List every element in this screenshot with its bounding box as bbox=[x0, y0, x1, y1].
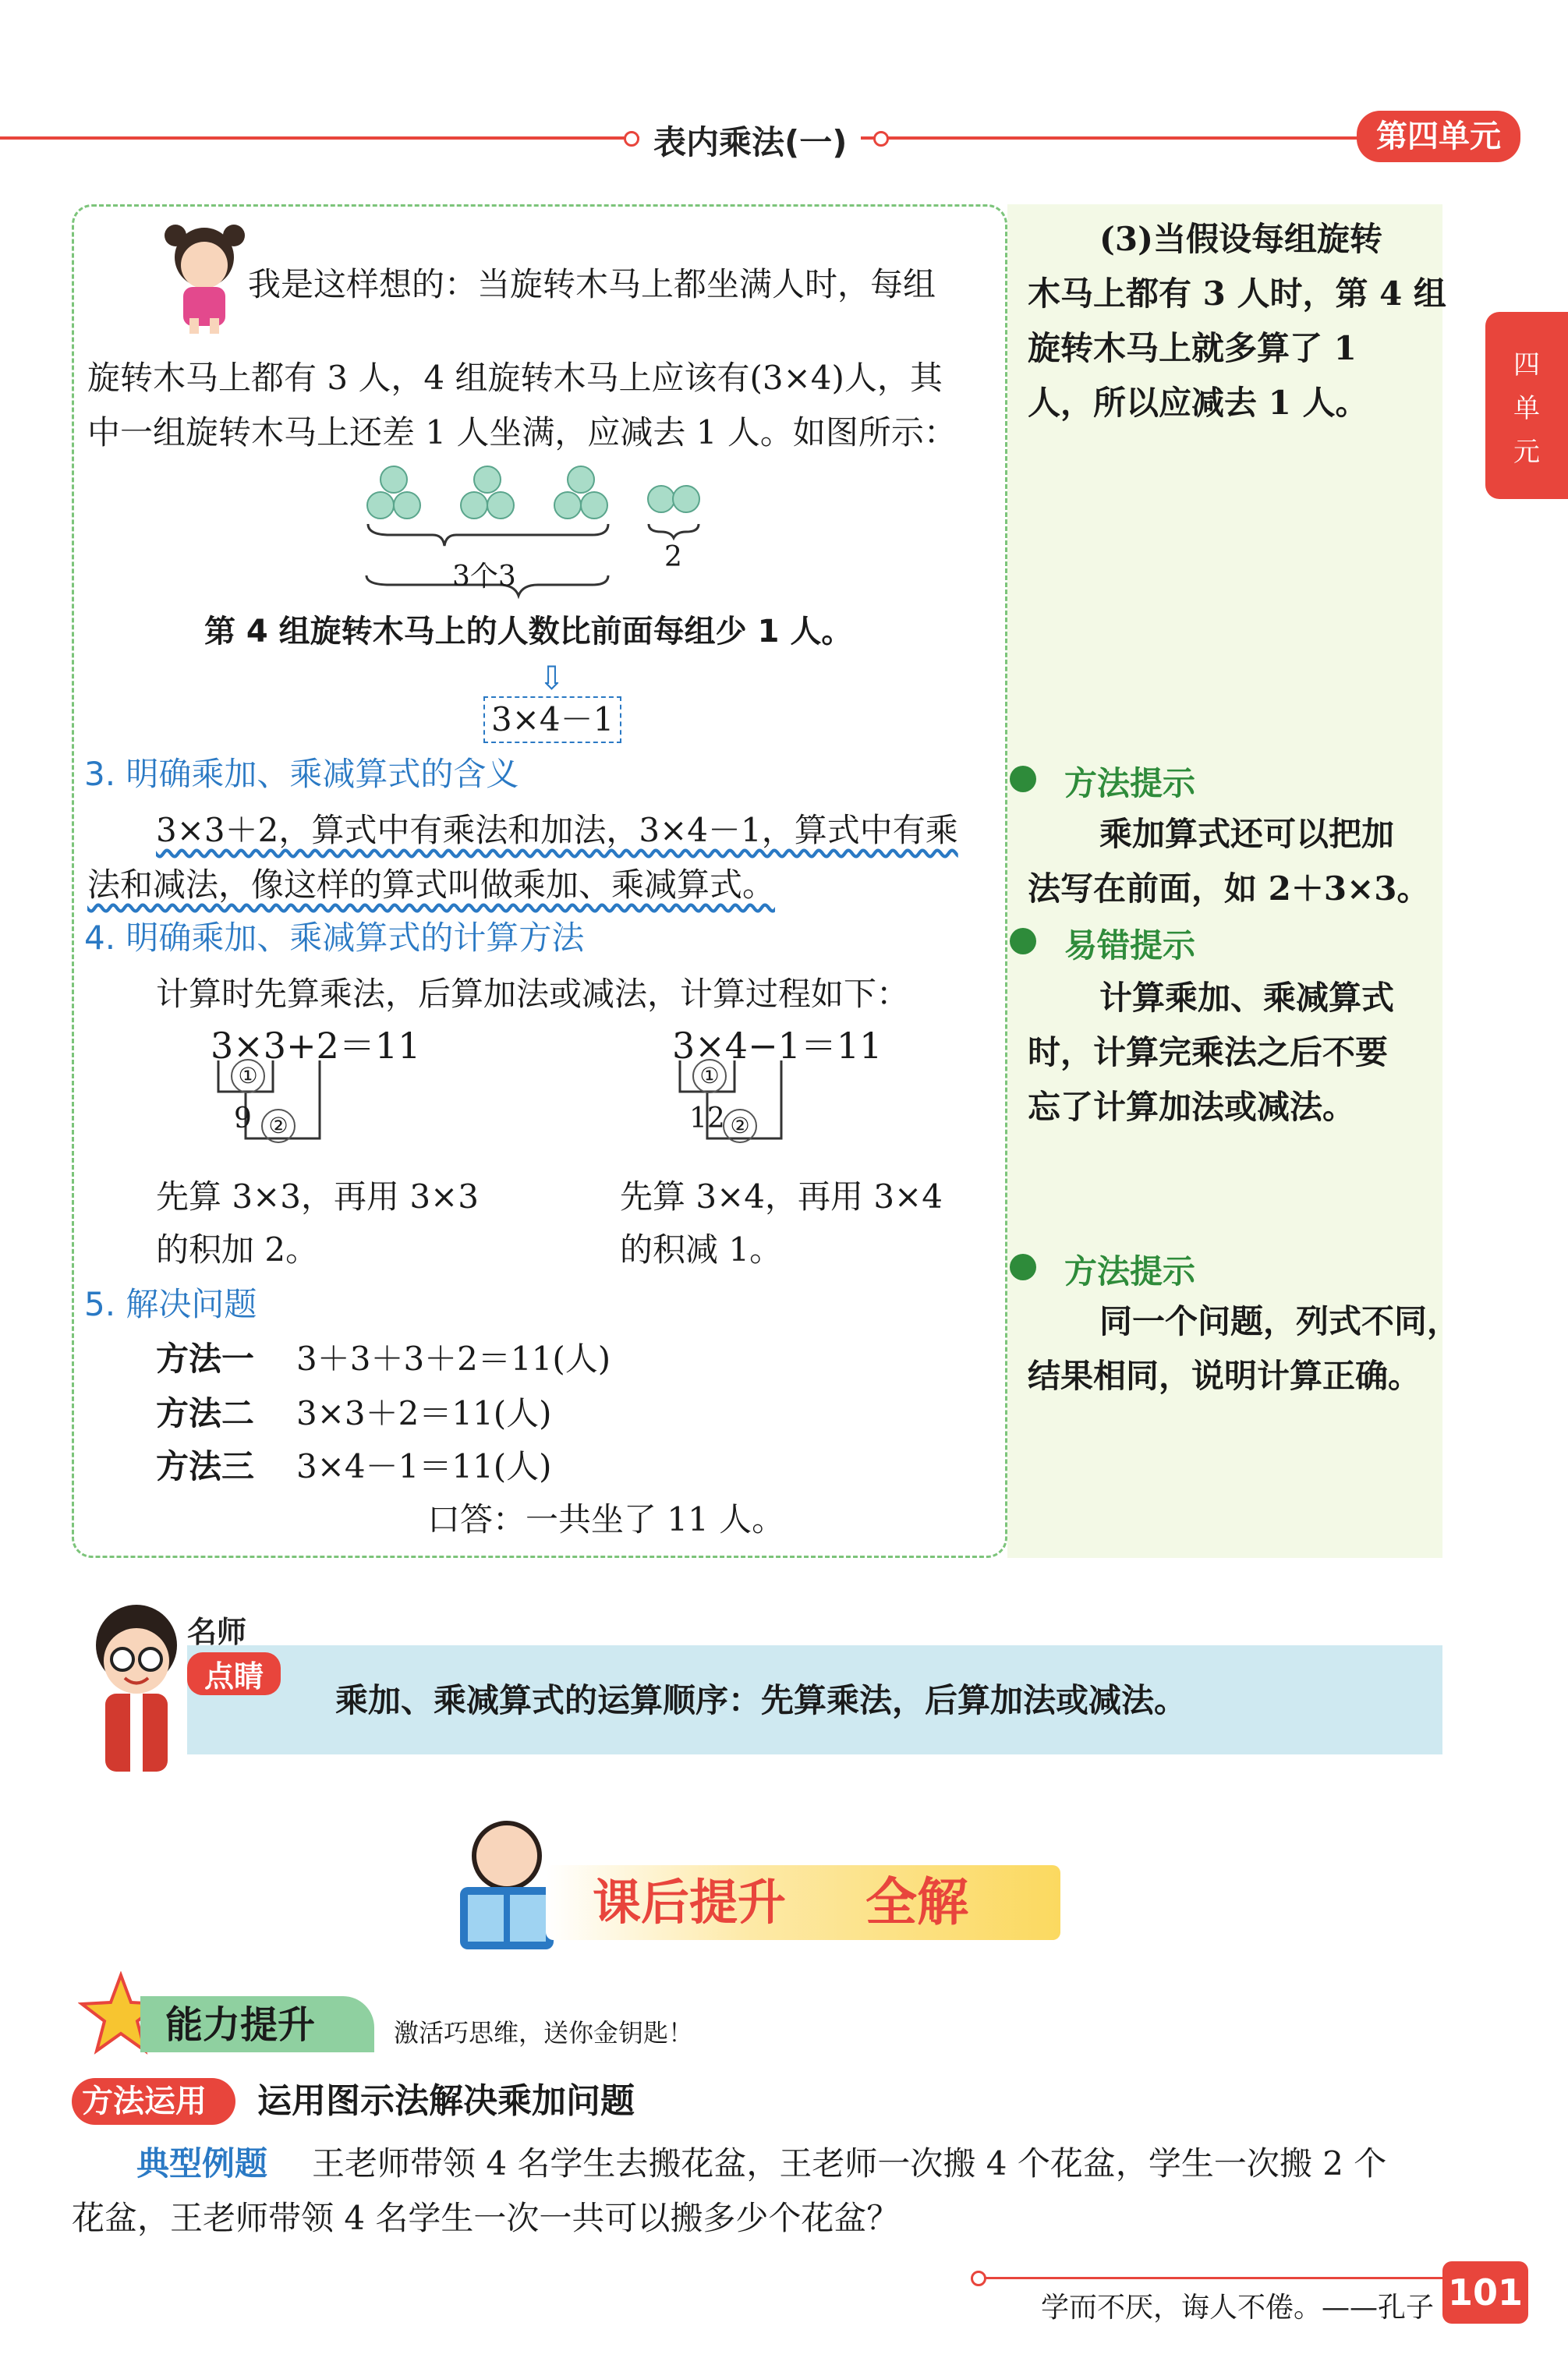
method-2-label: 方法二 bbox=[156, 1394, 255, 1432]
section-5-title: 5. 解决问题 bbox=[84, 1285, 257, 1323]
page-number: 101 bbox=[1442, 2261, 1528, 2324]
tip-1-icon bbox=[1010, 766, 1036, 792]
ability-subtitle: 激活巧思维，送你金钥匙！ bbox=[394, 2018, 694, 2048]
brace-label-2: 2 bbox=[664, 541, 682, 573]
intro-line-3: 中一组旋转木马上还差 1 人坐满，应减去 1 人。如图所示： bbox=[87, 413, 957, 451]
side-unit-tab bbox=[1485, 312, 1568, 499]
step-1-marker: ① bbox=[692, 1059, 727, 1093]
footer-dot bbox=[971, 2271, 986, 2286]
calc-left-note-2: 的积加 2。 bbox=[156, 1230, 319, 1269]
method-3-expr: 3×4－1＝11(人) bbox=[296, 1447, 552, 1485]
down-arrow-icon: ⇩ bbox=[538, 659, 566, 697]
calc-left-step2 bbox=[261, 1109, 296, 1143]
teacher-tip-text: 乘加、乘减算式的运算顺序：先算乘法，后算加法或减法。 bbox=[335, 1681, 1188, 1719]
intro-line-1: 我是这样想的：当旋转木马上都坐满人时，每组 bbox=[248, 265, 936, 303]
grouping-figure bbox=[359, 460, 717, 616]
side-note-3-line-3: 旋转木马上就多算了 1 bbox=[1028, 329, 1357, 367]
tip-1-title: 方法提示 bbox=[1064, 764, 1196, 802]
chapter-title: 表内乘法(一) bbox=[639, 117, 861, 164]
calc-right-expression: 3×4−1＝11 bbox=[672, 1025, 883, 1067]
section-banner-text-b: 全解 bbox=[865, 1872, 968, 1932]
result-expression: 3×4－1 bbox=[483, 696, 621, 743]
tip-1-line-2: 法写在前面，如 2＋3×3。 bbox=[1028, 869, 1430, 908]
example-line-2: 花盆，王老师带领 4 名学生一次一共可以搬多少个花盆？ bbox=[72, 2199, 900, 2237]
side-note-3-line-2: 木马上都有 3 人时，第 4 组 bbox=[1028, 274, 1446, 313]
intro-line-2: 旋转木马上都有 3 人，4 组旋转木马上应该有(3×4)人，其 bbox=[87, 359, 943, 397]
method-2-expr: 3×3＋2＝11(人) bbox=[296, 1394, 552, 1432]
calc-right-step1 bbox=[692, 1059, 727, 1093]
unit-tag: 第四单元 bbox=[1357, 111, 1520, 162]
oral-answer: 口答：一共坐了 11 人。 bbox=[427, 1500, 785, 1538]
calc-left-expression: 3×3+2＝11 bbox=[211, 1025, 421, 1067]
tip-2-title: 易错提示 bbox=[1064, 926, 1196, 965]
step-2-marker: ② bbox=[261, 1109, 296, 1143]
step-1-marker: ① bbox=[231, 1059, 265, 1093]
badge-bottom-text: 点睛 bbox=[187, 1652, 281, 1695]
tip-2-icon bbox=[1010, 928, 1036, 954]
figure-caption: 第 4 组旋转木马上的人数比前面每组少 1 人。 bbox=[204, 614, 853, 650]
calc-left-step1 bbox=[231, 1059, 265, 1093]
calc-right-step2 bbox=[723, 1109, 757, 1143]
teacher-badge bbox=[187, 1608, 304, 1695]
side-note-3-line-4: 人，所以应减去 1 人。 bbox=[1028, 384, 1368, 422]
method-3-label: 方法三 bbox=[156, 1447, 255, 1485]
step-2-marker: ② bbox=[723, 1109, 757, 1143]
brace-label-3x3: 3个3 bbox=[452, 561, 516, 593]
badge-top-text: 名师 bbox=[187, 1615, 247, 1649]
side-tab-label: 四单元 bbox=[1513, 349, 1540, 468]
tip-1-line-1: 乘加算式还可以把加 bbox=[1099, 815, 1395, 853]
section-3-line-2: 法和减法，像这样的算式叫做乘加、乘减算式。 bbox=[87, 866, 776, 904]
side-note-3-line-1: (3)当假设每组旋转 bbox=[1099, 220, 1382, 258]
tip-3-line-2: 结果相同，说明计算正确。 bbox=[1028, 1357, 1421, 1395]
tip-3-icon bbox=[1010, 1254, 1036, 1280]
ability-title: 能力提升 bbox=[165, 2003, 316, 2047]
example-line-1: 王老师带领 4 名学生去搬花盆，王老师一次搬 4 个花盆，学生一次搬 2 个 bbox=[312, 2144, 1387, 2183]
section-3-title: 3. 明确乘加、乘减算式的含义 bbox=[84, 755, 519, 793]
tip-2-line-2: 时，计算完乘法之后不要 bbox=[1028, 1033, 1389, 1071]
header-dot-right bbox=[873, 131, 889, 147]
footer-rule bbox=[982, 2277, 1450, 2279]
footer-quote: 学而不厌，诲人不倦。——孔子 bbox=[1041, 2292, 1435, 2324]
method-use-badge-text: 方法运用 bbox=[82, 2084, 207, 2119]
tip-3-title: 方法提示 bbox=[1064, 1252, 1196, 1290]
calc-left-note-1: 先算 3×3，再用 3×3 bbox=[156, 1177, 479, 1216]
section-banner-text-a: 课后提升 bbox=[593, 1874, 787, 1931]
girl-avatar-icon bbox=[160, 218, 250, 335]
header-dot-left bbox=[624, 131, 639, 147]
section-4-title: 4. 明确乘加、乘减算式的计算方法 bbox=[84, 919, 585, 957]
method-1-expr: 3＋3＋3＋2＝11(人) bbox=[296, 1340, 611, 1378]
example-label: 典型例题 bbox=[136, 2144, 268, 2183]
method-use-title: 运用图示法解决乘加问题 bbox=[257, 2081, 635, 2121]
calc-right-note-1: 先算 3×4，再用 3×4 bbox=[620, 1177, 943, 1216]
method-1-label: 方法一 bbox=[156, 1340, 255, 1378]
section-4-intro: 计算时先算乘法，后算加法或减法，计算过程如下： bbox=[156, 975, 910, 1013]
calc-left-mid: 9 bbox=[234, 1103, 252, 1135]
tip-3-line-1: 同一个问题，列式不同， bbox=[1099, 1302, 1460, 1340]
tip-2-line-3: 忘了计算加法或减法。 bbox=[1028, 1088, 1356, 1126]
section-3-line-1: 3×3＋2，算式中有乘法和加法，3×4－1，算式中有乘 bbox=[156, 811, 958, 849]
calc-right-mid: 12 bbox=[689, 1103, 725, 1135]
calc-right-note-2: 的积减 1。 bbox=[620, 1230, 783, 1269]
tip-2-line-1: 计算乘加、乘减算式 bbox=[1099, 979, 1395, 1017]
